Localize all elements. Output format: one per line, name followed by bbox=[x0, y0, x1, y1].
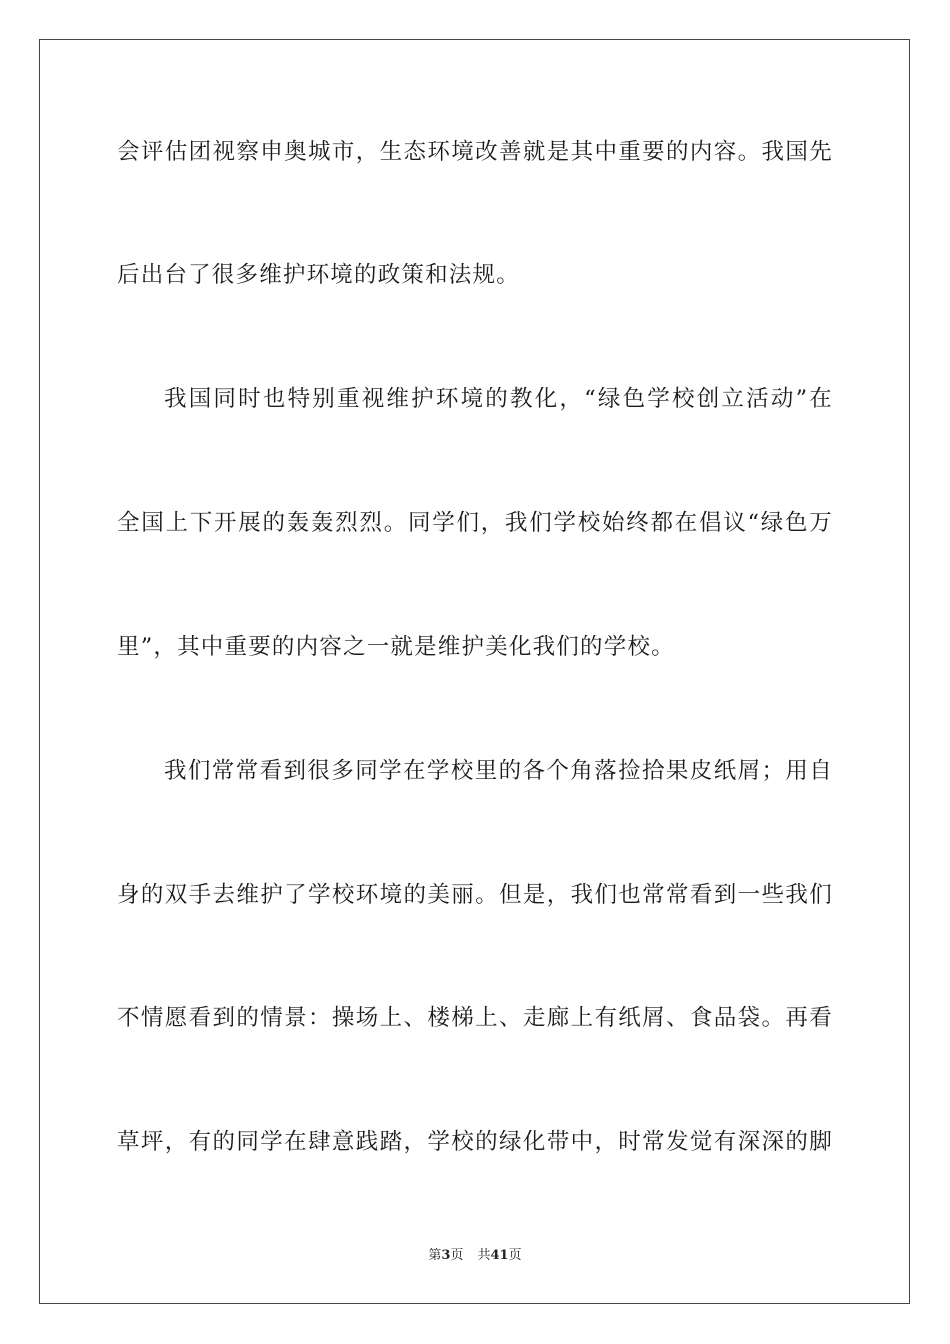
page-number: 3 bbox=[441, 1248, 451, 1263]
text-line: 后出台了很多维护环境的政策和法规。 bbox=[117, 262, 520, 288]
text-line: 不情愿看到的情景：操场上、楼梯上、走廊上有纸屑、食品袋。再看 bbox=[117, 1005, 833, 1031]
page-footer bbox=[0, 1247, 950, 1265]
text-line: 全国上下开展的轰轰烈烈。同学们，我们学校始终都在倡议“绿色万 bbox=[117, 510, 833, 536]
text-line: 会评估团视察申奥城市，生态环境改善就是其中重要的内容。我国先 bbox=[117, 139, 833, 165]
total-suffix: 页 bbox=[508, 1248, 522, 1263]
page-prefix: 第 bbox=[428, 1248, 442, 1263]
paragraph-first-line: 我国同时也特别重视维护环境的教化，“绿色学校创立活动”在 bbox=[164, 386, 833, 412]
total-pages: 41 bbox=[490, 1248, 509, 1263]
text-line: 草坪，有的同学在肆意践踏，学校的绿化带中，时常发觉有深深的脚 bbox=[117, 1129, 833, 1155]
text-line: 身的双手去维护了学校环境的美丽。但是，我们也常常看到一些我们 bbox=[117, 882, 833, 908]
paragraph-first-line: 我们常常看到很多同学在学校里的各个角落捡拾果皮纸屑；用自 bbox=[164, 758, 833, 784]
total-prefix: 共 bbox=[477, 1248, 491, 1263]
page-suffix: 页 bbox=[450, 1248, 464, 1263]
page-border bbox=[39, 39, 910, 1304]
text-line: 里”，其中重要的内容之一就是维护美化我们的学校。 bbox=[117, 634, 675, 660]
